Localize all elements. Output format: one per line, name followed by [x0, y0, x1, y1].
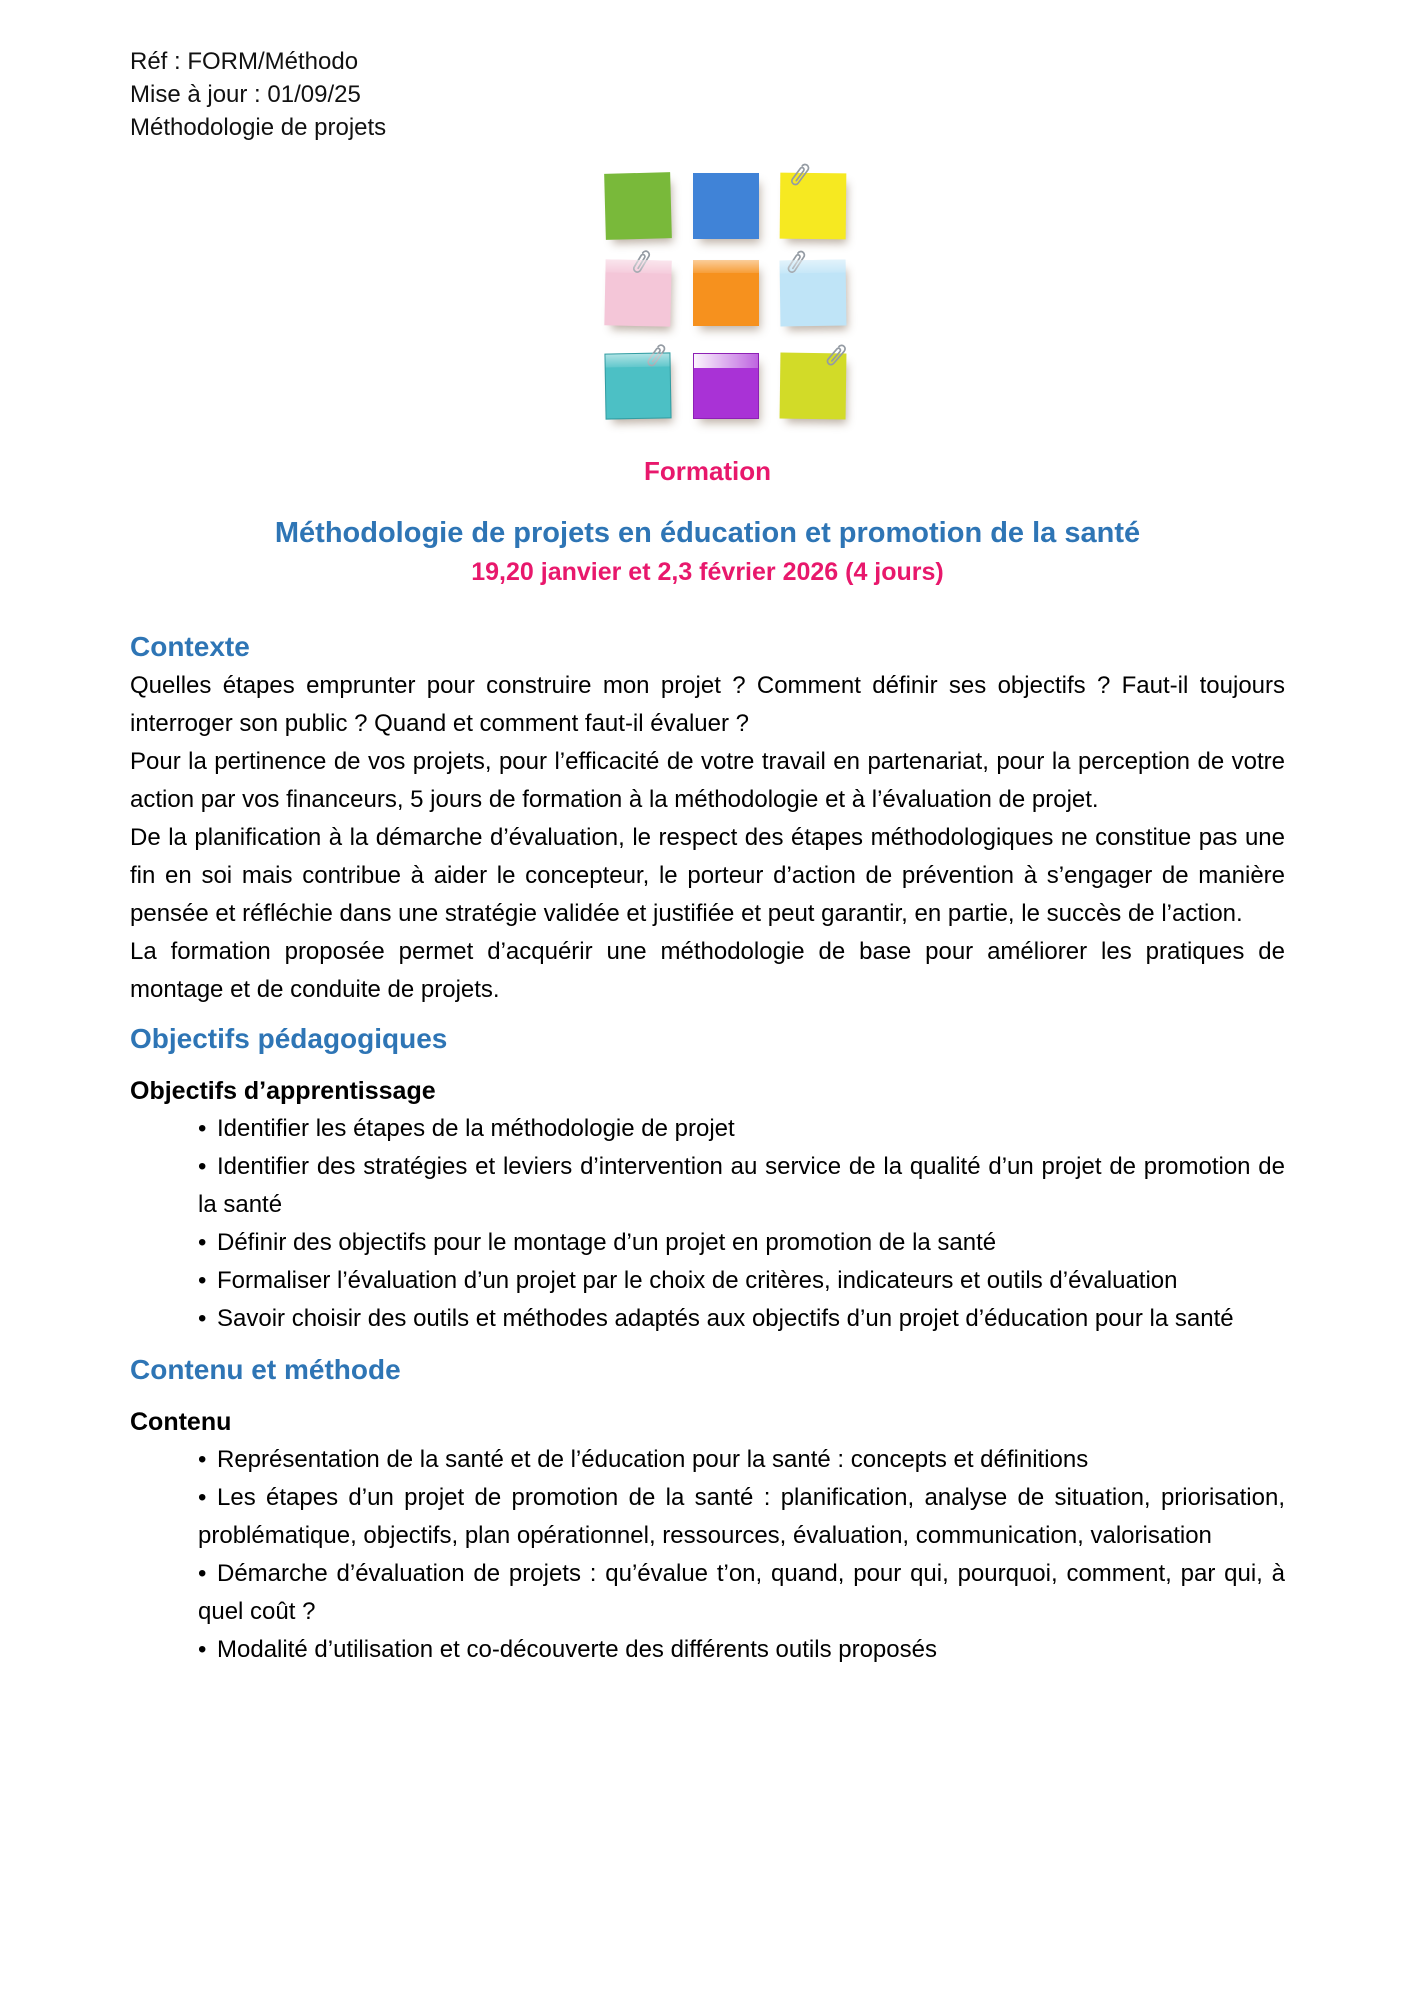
bullet-item: • Démarche d’évaluation de projets : qu’évalue t’on, quand, pour qui, pourquoi, comment, par qui, à quel coût ? [198, 1555, 1285, 1631]
document-body [130, 629, 1285, 1669]
paperclip-icon [784, 157, 815, 191]
page-title: Méthodologie de projets en éducation et promotion de la santé [274, 517, 1141, 549]
bullet-item: • Identifier les étapes de la méthodologie de projet [198, 1110, 1285, 1148]
paragraph: Pour la pertinence de vos projets, pour l’efficacité de votre travail en partenariat, pour la perception de votre action par vos financeurs, 5 jours de formation à la méthodologie et à l’évaluation de projet. [130, 748, 1285, 813]
sticky-note-yellow [780, 173, 847, 240]
bullet-item: • Formaliser l’évaluation d’un projet par le choix de critères, indicateurs et outils d’évaluation [198, 1262, 1285, 1300]
sticky-note-chartreuse [780, 353, 847, 420]
subheading-apprentissage: Objectifs d’apprentissage [130, 1077, 436, 1105]
sticky-note-teal [604, 352, 671, 419]
paragraph: De la planification à la démarche d’évaluation, le respect des étapes méthodologiques ne constitue pas une fin en soi mais contribue à aider le concepteur, le porteur d’action de prévention à s’engager de manière pensée et réfléchie dans une stratégie validée et justifiée et peut garantir, en partie, le succès de l’action. [130, 824, 1285, 927]
section-heading-objectifs: Objectifs pédagogiques [130, 1023, 448, 1054]
sticky-note-lightblue [780, 260, 847, 327]
paperclip-icon [626, 244, 656, 279]
sticky-notes-grid [605, 173, 847, 419]
document-ref-block [130, 0, 1415, 144]
bullet-item: • Les étapes d’un projet de promotion de la santé : planification, analyse de situation, priorisation, problématique, objectifs, plan opérationnel, ressources, évaluation, communication, valorisation [198, 1479, 1285, 1555]
sticky-note-green [604, 172, 672, 240]
doc-subject-line: Méthodologie de projets [130, 114, 387, 141]
paperclip-icon [780, 244, 810, 279]
bullet-item: • Modalité d’utilisation et co-découverte des différents outils proposés [198, 1631, 1285, 1669]
section-heading-contenu: Contenu et méthode [130, 1354, 401, 1385]
sticky-note-blue [693, 173, 759, 239]
bullet-item: • Définir des objectifs pour le montage d’un projet en promotion de la santé [198, 1224, 1285, 1262]
doc-updated-line: Mise à jour : 01/09/25 [130, 81, 361, 108]
training-dates: 19,20 janvier et 2,3 février 2026 (4 jours) [471, 558, 944, 586]
sticky-notes-figure [0, 144, 1415, 433]
sticky-note-orange [693, 260, 759, 326]
contenu-bullet-list [198, 1441, 1285, 1669]
formation-label: Formation [643, 456, 772, 486]
subheading-contenu: Contenu [130, 1408, 232, 1436]
section-heading-contexte: Contexte [130, 631, 250, 662]
doc-ref-line: Réf : FORM/Méthodo [130, 48, 359, 75]
objectifs-bullet-list [198, 1110, 1285, 1338]
sticky-note-purple [693, 353, 759, 419]
bullet-item: • Savoir choisir des outils et méthodes adaptés aux objectifs d’un projet d’éducation pour la santé [198, 1300, 1285, 1338]
bullet-item: • Représentation de la santé et de l’éducation pour la santé : concepts et définitions [198, 1441, 1285, 1479]
paperclip-icon [819, 338, 851, 372]
paragraph: La formation proposée permet d’acquérir une méthodologie de base pour améliorer les pratiques de montage et de conduite de projets. [130, 938, 1285, 1003]
sticky-note-pink [604, 259, 671, 326]
paragraph: Quelles étapes emprunter pour construire mon projet ? Comment définir ses objectifs ? Faut-il toujours interroger son public ? Quand et comment faut-il évaluer ? [130, 672, 1285, 737]
paperclip-icon [640, 338, 671, 373]
bullet-item: • Identifier des stratégies et leviers d’intervention au service de la qualité d’un projet de promotion de la santé [198, 1148, 1285, 1224]
